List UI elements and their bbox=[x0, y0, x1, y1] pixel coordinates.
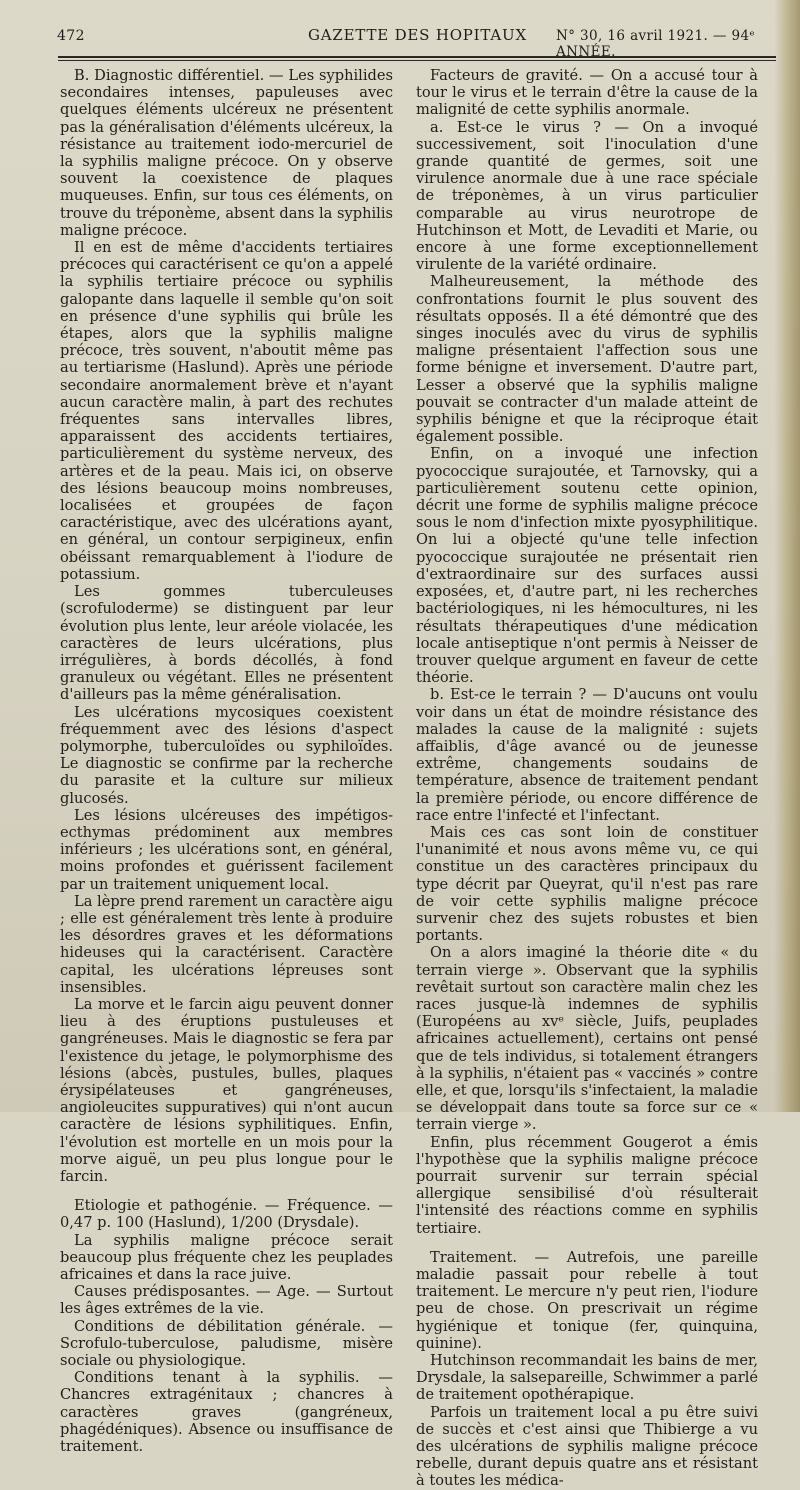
paragraph: Les gommes tuberculeuses (scrofuloderme) se distinguent par leur évolution plus lente, leur aréole violacée, les caractères de leurs ulcérations, plus irrégulières, à bords décollés, à fond granuleux ou végétant. Elles ne présentent d'ailleurs pas la même généralisation. bbox=[60, 583, 393, 704]
paragraph: La lèpre prend rarement un caractère aigu ; elle est généralement très lente à produire les désordres graves et les déformations hideuses qui la caractérisent. Caractère capital, les ulcérations lépreuses sont insensibles. bbox=[60, 892, 393, 996]
paragraph: La syphilis maligne précoce serait beaucoup plus fréquente chez les peuplades africaines et dans la race juive. bbox=[60, 1231, 393, 1284]
paragraph: Mais ces cas sont loin de constituer l'unanimité et nous avons même vu, ce qui constitue un des caractères principaux du type décrit par Queyrat, qu'il n'est pas rare de voir cette syphilis maligne précoce survenir chez des sujets robustes et bien portants. bbox=[416, 823, 758, 945]
section-heading-traitement: Traitement. — Autrefois, une pareille maladie passait pour rebelle à tout traitement. Le mercure n'y peut rien, l'iodure peu de chose. On prescrivait un régime hygiénique et tonique (fer, quinquina, quinine). bbox=[416, 1248, 758, 1352]
paragraph: Conditions tenant à la syphilis. — Chancres extragénitaux ; chancres à caractères graves (gangréneux, phagédéniques). Absence ou insuffisance de traitement. bbox=[60, 1369, 393, 1456]
paragraph: Conditions de débilitation générale. — Scrofulo-tuberculose, paludisme, misère sociale ou physiologique. bbox=[60, 1317, 393, 1370]
running-header bbox=[0, 24, 800, 60]
section-gap bbox=[60, 1185, 393, 1197]
header-rule-thin bbox=[58, 60, 776, 61]
paragraph: La morve et le farcin aigu peuvent donner lieu à des éruptions pustuleuses et gangréneuses. Mais le diagnostic se fera par l'existence du jetage, le polymorphisme des lésions (abcès, pustules, bulles, plaques érysipélateuses et gangréneuses, angioleucites suppuratives) qui n'ont aucun caractère de lésions syphilitiques. Enfin, l'évolution est mortelle en un mois pour la morve aiguë, un peu plus longue pour le farcin. bbox=[60, 995, 393, 1185]
section-gap bbox=[416, 1237, 758, 1249]
issue-line: N° 30, 16 avril 1921. — 94ᵉ ANNÉE. bbox=[556, 28, 756, 60]
journal-title: GAZETTE DES HOPITAUX bbox=[308, 26, 527, 44]
paragraph: a. Est-ce le virus ? — On a invoqué successivement, soit l'inoculation d'une grande quantité de germes, soit une virulence anormale due à une race spéciale de tréponèmes, à un virus particulier comparable au virus neurotrope de Hutchinson et Mott, de Levaditi et Marie, ou encore à une forme exceptionnellement virulente de la variété ordinaire. bbox=[416, 118, 758, 274]
paragraph: Enfin, on a invoqué une infection pyococcique surajoutée, et Tarnovsky, qui a particulièrement soutenu cette opinion, décrit une forme de syphilis maligne précoce sous le nom d'infection mixte pyosyphilitique. On lui a objecté qu'une telle infection pyococcique surajoutée ne présentait rien d'extraordinaire sur des surfaces aussi exposées, et, d'autre part, ni les recherches bactériologiques, ni les hémocultures, ni les résultats thérapeutiques d'une médication locale antiseptique n'ont permis à Neisser de trouver quelque argument en faveur de cette théorie. bbox=[416, 445, 758, 687]
paragraph: Il en est de même d'accidents tertiaires précoces qui caractérisent ce qu'on a appelé la syphilis tertiaire précoce ou syphilis galopante dans laquelle il semble qu'on soit en présence d'une syphilis qui brûle les étapes, alors que la syphilis maligne précoce, très souvent, n'aboutit même pas au tertiarisme (Haslund). Après une période secondaire anormalement brève et n'ayant aucun caractère malin, à part des rechutes fréquentes sans intervalles libres, apparaissent des accidents tertiaires, particulièrement du système nerveux, des artères et de la peau. Mais ici, on observe des lésions beaucoup moins nombreuses, localisées et groupées de façon caractéristique, avec des ulcérations ayant, en général, un contour serpigineux, enfin obéissant remarquablement à l'iodure de potassium. bbox=[60, 239, 393, 583]
page-number: 472 bbox=[57, 28, 85, 44]
left-column bbox=[60, 67, 393, 1456]
paragraph: B. Diagnostic différentiel. — Les syphilides secondaires intenses, papuleuses avec quelques éléments ulcéreux ne présentent pas la généralisation d'éléments ulcéreux, la résistance au traitement iodo-mercuriel de la syphilis maligne précoce. On y observe souvent la coexistence de plaques muqueuses. Enfin, sur tous ces éléments, on trouve du tréponème, absent dans la syphilis maligne précoce. bbox=[60, 67, 393, 239]
paragraph: Hutchinson recommandait les bains de mer, Drysdale, la salsepareille, Schwimmer a parlé de traitement opothérapique. bbox=[416, 1352, 758, 1404]
paragraph: Les ulcérations mycosiques coexistent fréquemment avec des lésions d'aspect polymorphe, tuberculoïdes ou syphiloïdes. Le diagnostic se confirme par la recherche du parasite et la culture sur milieux glucosés. bbox=[60, 703, 393, 807]
paragraph: On a alors imaginé la théorie dite « du terrain vierge ». Observant que la syphilis revêtait surtout son caractère malin chez les races jusque-là indemnes de syphilis (Européens au xvᵉ siècle, Juifs, peuplades africaines actuellement), certains ont pensé que de tels individus, si totalement étrangers à la syphilis, n'étaient pas « vaccinés » contre elle, et que, lorsqu'ils s'infectaient, la maladie se développait dans toute sa force sur ce « terrain vierge ». bbox=[416, 944, 758, 1134]
right-column bbox=[416, 67, 758, 1490]
paragraph: Malheureusement, la méthode des confrontations fournit le plus souvent des résultats opposés. Il a été démontré que des singes inoculés avec du virus de syphilis maligne présentaient l'affection sous une forme bénigne et inversement. D'autre part, Lesser a observé que la syphilis maligne pouvait se contracter d'un malade atteint de syphilis bénigne et que la réciproque était également possible. bbox=[416, 273, 758, 446]
paragraph: Les lésions ulcéreuses des impétigos-ecthymas prédominent aux membres inférieurs ; les ulcérations sont, en général, moins profondes et guérissent facilement par un traitement uniquement local. bbox=[60, 806, 393, 893]
header-rule bbox=[58, 56, 776, 58]
paragraph: Parfois un traitement local a pu être suivi de succès et c'est ainsi que Thibierge a vu des ulcérations de syphilis maligne précoce rebelle, durant depuis quatre ans et résistant à toutes les médica- bbox=[416, 1403, 758, 1490]
paragraph: Facteurs de gravité. — On a accusé tour à tour le virus et le terrain d'être la cause de la malignité de cette syphilis anormale. bbox=[416, 67, 758, 119]
paragraph: Enfin, plus récemment Gougerot a émis l'hypothèse que la syphilis maligne précoce pourrait survenir sur terrain spécial allergique sensibilisé d'où résulterait l'intensité des réactions comme en syphilis tertiaire. bbox=[416, 1133, 758, 1237]
section-heading-etiologie: Etiologie et pathogénie. — Fréquence. — 0,47 p. 100 (Haslund), 1/200 (Drysdale). bbox=[60, 1197, 393, 1232]
page-edge-shadow bbox=[774, 0, 800, 1112]
paragraph: b. Est-ce le terrain ? — D'aucuns ont voulu voir dans un état de moindre résistance des malades la cause de la malignité : sujets affaiblis, d'âge avancé ou de jeunesse extrême, changements soudains de température, absence de traitement pendant la première période, ou encore différence de race entre l'infecté et l'infectant. bbox=[416, 686, 758, 824]
paragraph: Causes prédisposantes. — Age. — Surtout les âges extrêmes de la vie. bbox=[60, 1283, 393, 1318]
